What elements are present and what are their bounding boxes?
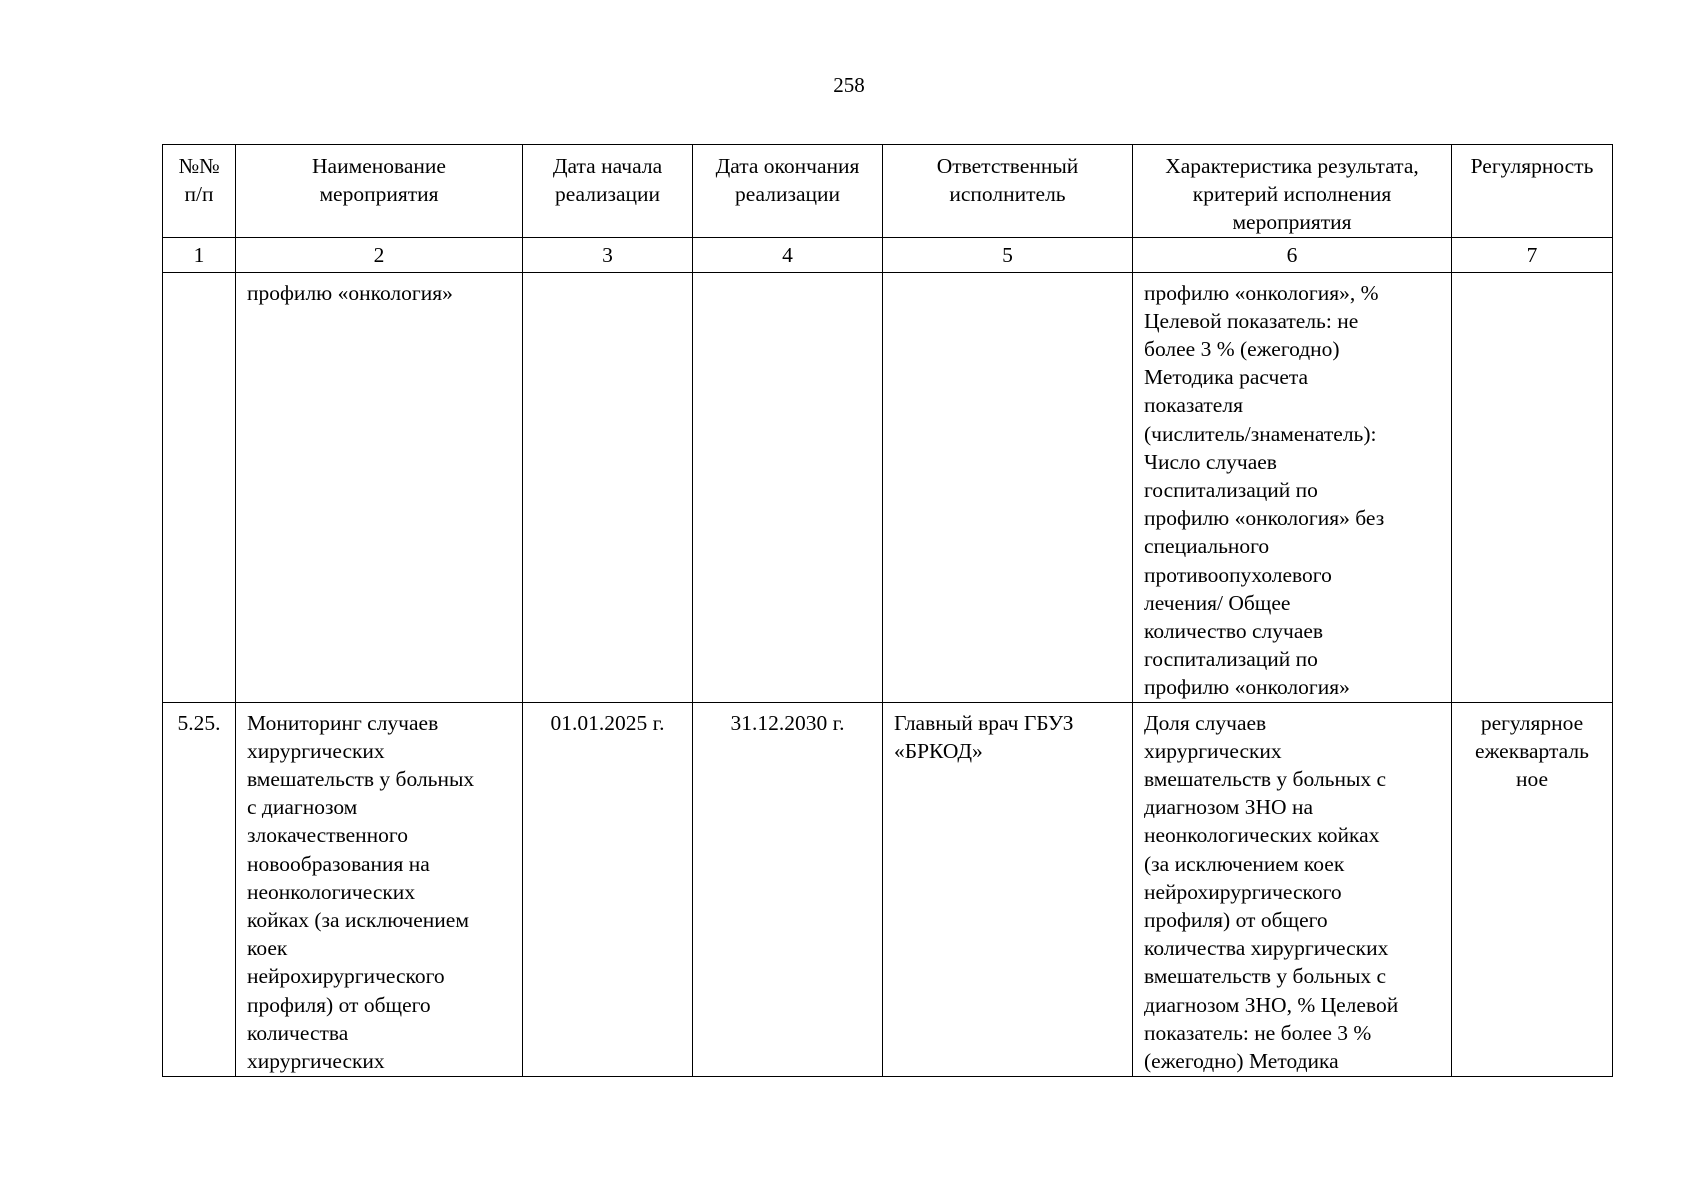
cell-text-line: неонкологических койках xyxy=(1144,823,1380,848)
cell-text-line: хирургических xyxy=(247,1049,385,1074)
row-start-date: 01.01.2025 г. xyxy=(523,702,693,1076)
row-name xyxy=(236,272,523,702)
cell-text-line: коек xyxy=(247,936,288,961)
cell-text-line: более 3 % (ежегодно) xyxy=(1144,337,1340,362)
column-number: 3 xyxy=(523,237,693,272)
cell-text-line: ежекварталь xyxy=(1475,738,1589,763)
cell-text-line: госпитализаций по xyxy=(1144,478,1318,503)
row-result xyxy=(1133,272,1452,702)
cell-text-line: «БРКОД» xyxy=(894,738,983,763)
header-name: Наименование мероприятия xyxy=(236,145,523,238)
cell-text-line: профиля) от общего xyxy=(247,992,431,1017)
row-name xyxy=(236,702,523,1076)
cell-text-line: количества хирургических xyxy=(1144,936,1389,961)
cell-text-line: профилю «онкология», % xyxy=(1144,280,1379,305)
column-number: 1 xyxy=(163,237,236,272)
cell-text-line: количества xyxy=(247,1020,349,1045)
page-number: 258 xyxy=(833,73,865,97)
row-start-date xyxy=(523,272,693,702)
table-header-row xyxy=(163,145,1613,238)
cell-text-line: (числитель/знаменатель): xyxy=(1144,421,1377,446)
cell-text-line: показателя xyxy=(1144,393,1243,418)
cell-text-line: вмешательств у больных с xyxy=(1144,767,1387,792)
cell-text-line: Число случаев xyxy=(1144,449,1277,474)
cell-text-line: неонкологических xyxy=(247,879,416,904)
cell-text-line: ное xyxy=(1515,767,1549,792)
cell-text-line: Доля случаев xyxy=(1144,710,1267,735)
cell-text-line: вмешательств у больных с xyxy=(1144,964,1387,989)
cell-text-line: регулярное xyxy=(1480,710,1584,735)
cell-text-line: специального xyxy=(1144,534,1270,559)
header-end-date: Дата окончания реализации xyxy=(693,145,883,238)
cell-text-line: диагнозом ЗНО на xyxy=(1144,795,1313,820)
column-number: 7 xyxy=(1452,237,1613,272)
row-responsible xyxy=(883,702,1133,1076)
row-end-date: 31.12.2030 г. xyxy=(693,702,883,1076)
cell-text-line: Мониторинг случаев xyxy=(247,710,439,735)
column-number: 6 xyxy=(1133,237,1452,272)
header-regularity: Регулярность xyxy=(1452,145,1613,238)
column-number: 4 xyxy=(693,237,883,272)
cell-text-line: Главный врач ГБУЗ xyxy=(894,710,1074,735)
cell-text-line: новообразования на xyxy=(247,851,430,876)
column-numbers-row xyxy=(163,237,1613,272)
activities-table xyxy=(162,144,1613,1077)
header-result: Характеристика результата, критерий исполнения мероприятия xyxy=(1133,145,1452,238)
column-number: 2 xyxy=(236,237,523,272)
row-regularity xyxy=(1452,702,1613,1076)
cell-text-line: (ежегодно) Методика xyxy=(1144,1049,1339,1074)
cell-text-line: (за исключением коек xyxy=(1144,851,1345,876)
cell-text-line: нейрохирургического xyxy=(247,964,445,989)
row-end-date xyxy=(693,272,883,702)
table-row xyxy=(163,702,1613,1076)
row-regularity xyxy=(1452,272,1613,702)
row-responsible xyxy=(883,272,1133,702)
header-start-date: Дата начала реализации xyxy=(523,145,693,238)
cell-text-line: профилю «онкология» xyxy=(1144,675,1350,700)
cell-text-line: показатель: не более 3 % xyxy=(1144,1020,1372,1045)
row-number xyxy=(163,272,236,702)
column-number: 5 xyxy=(883,237,1133,272)
cell-text-line: Целевой показатель: не xyxy=(1144,308,1359,333)
cell-text-line: хирургических xyxy=(247,738,385,763)
cell-text-line: лечения/ Общее xyxy=(1144,590,1291,615)
cell-text-line: профилю «онкология» xyxy=(247,280,453,305)
cell-text-line: с диагнозом xyxy=(247,795,358,820)
row-number: 5.25. xyxy=(163,702,236,1076)
cell-text-line: злокачественного xyxy=(247,823,408,848)
header-responsible: Ответственный исполнитель xyxy=(883,145,1133,238)
cell-text-line: количество случаев xyxy=(1144,619,1324,644)
cell-text-line: Методика расчета xyxy=(1144,365,1309,390)
cell-text-line: госпитализаций по xyxy=(1144,647,1318,672)
cell-text-line: профилю «онкология» без xyxy=(1144,506,1385,531)
cell-text-line: профиля) от общего xyxy=(1144,908,1328,933)
cell-text-line: противоопухолевого xyxy=(1144,562,1332,587)
header-number: №№ п/п xyxy=(163,145,236,238)
cell-text-line: вмешательств у больных xyxy=(247,767,475,792)
cell-text-line: диагнозом ЗНО, % Целевой xyxy=(1144,992,1399,1017)
table-row xyxy=(163,272,1613,702)
row-result xyxy=(1133,702,1452,1076)
cell-text-line: нейрохирургического xyxy=(1144,879,1342,904)
cell-text-line: койках (за исключением xyxy=(247,908,469,933)
cell-text-line: хирургических xyxy=(1144,738,1282,763)
